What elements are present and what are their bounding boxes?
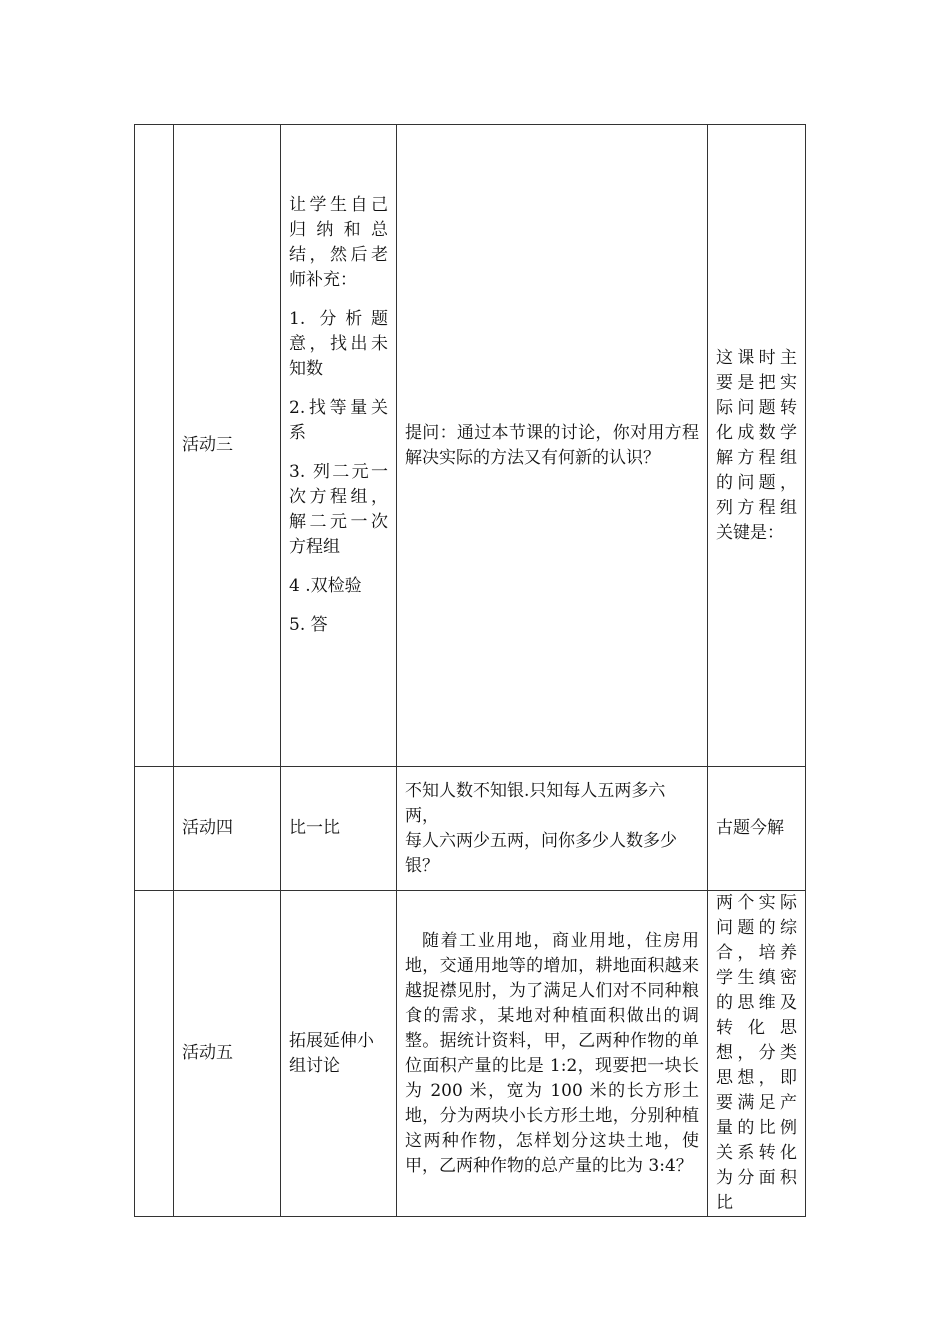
blank-cell [135, 891, 174, 1217]
activity-note: 这课时主要是把实际问题转化成数学解方程组的问题，列方程组关键是： [708, 125, 806, 767]
activity-name: 活动三 [174, 125, 281, 767]
method-step: 1. 分析题意，找出未知数 [289, 309, 388, 379]
activity-content: 随着工业用地，商业用地，住房用地，交通用地等的增加，耕地面积越来越捉襟见肘，为了满足人们对不同种粮食的需求，某地对种植面积做出的调整。据统计资料，甲，乙两种作物的单位面积产量的比是 1:2，现要把一块长为 200 米，宽为 100 米的长方形土地，分为两块小长方形土地，分别种植这两种作物，怎样划分这块土地，使甲，乙两种作物的总产量的比为 3:4？ [397, 891, 708, 1217]
content-line: 每人六两少五两，问你多少人数多少银？ [405, 830, 677, 876]
method-step: 3. 列二元一次方程组， 解二元一次方程组 [289, 462, 388, 557]
activity-method: 拓展延伸小组讨论 [281, 891, 397, 1217]
method-step: 5. 答 [289, 615, 328, 635]
activity-note: 两个实际问题的综合，培养学生缜密的思维及转化思想，分类思想，即要满足产量的比例关系转化为分面积比 [708, 891, 806, 1217]
content-line: 不知人数不知银.只知每人五两多六两， [405, 780, 666, 826]
activity-name: 活动五 [174, 891, 281, 1217]
activity-content [397, 767, 708, 891]
method-step: 2.找等量关系 [289, 398, 388, 443]
activity-method: 比一比 [281, 767, 397, 891]
method-step: 让学生自己归纳和总结，然后老师补充： [289, 195, 388, 290]
table-row-activity-4 [135, 767, 806, 891]
table-row-activity-5 [135, 891, 806, 1217]
activity-name: 活动四 [174, 767, 281, 891]
blank-cell [135, 125, 174, 767]
activity-note: 古题今解 [708, 767, 806, 891]
blank-cell [135, 767, 174, 891]
table-row-activity-3 [135, 125, 806, 767]
method-step: 4 .双检验 [289, 576, 362, 596]
method-steps-cell [281, 125, 397, 767]
activity-content: 提问：通过本节课的讨论，你对用方程解决实际的方法又有何新的认识？ [397, 125, 708, 767]
lesson-plan-table [134, 124, 806, 1217]
